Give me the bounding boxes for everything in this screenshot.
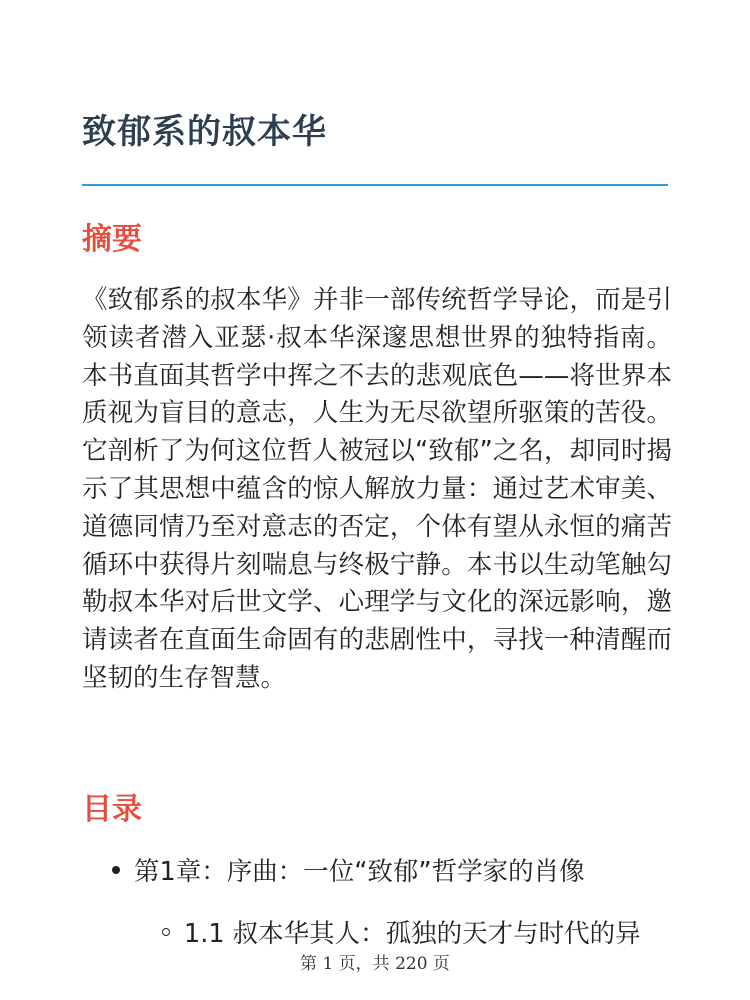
- disc-bullet-icon: [112, 866, 120, 874]
- title-divider: [82, 184, 668, 186]
- page-number-footer: 第 1 页，共 220 页: [0, 950, 750, 978]
- toc-section-1-1-label: 1.1 叔本华其人：孤独的天才与时代的异: [184, 919, 641, 949]
- document-title: 致郁系的叔本华: [82, 112, 327, 152]
- abstract-paragraph: 《致郁系的叔本华》并非一部传统哲学导论，而是引领读者潜入亚瑟·叔本华深邃思想世界的独特指南。本书直面其哲学中挥之不去的悲观底色——将世界本质视为盲目的意志，人生为无尽欲望所驱策的苦役。它剖析了为何这位哲人被冠以“致郁”之名，却同时揭示了其思想中蕴含的惊人解放力量：通过艺术审美、道德同情乃至对意志的否定，个体有望从永恒的痛苦循环中获得片刻喘息与终极宁静。本书以生动笔触勾勒叔本华对后世文学、心理学与文化的深远影响，邀请读者在直面生命固有的悲剧性中，寻找一种清醒而坚韧的生存智慧。: [82, 285, 672, 693]
- toc-chapter-1-label: 第1章：序曲：一位“致郁”哲学家的肖像: [134, 857, 585, 887]
- toc-section-1-1[interactable]: [162, 914, 641, 954]
- circle-bullet-icon: [162, 928, 170, 936]
- toc-heading: 目录: [82, 792, 142, 827]
- abstract-heading: 摘要: [82, 222, 142, 257]
- toc-chapter-1[interactable]: [112, 852, 585, 892]
